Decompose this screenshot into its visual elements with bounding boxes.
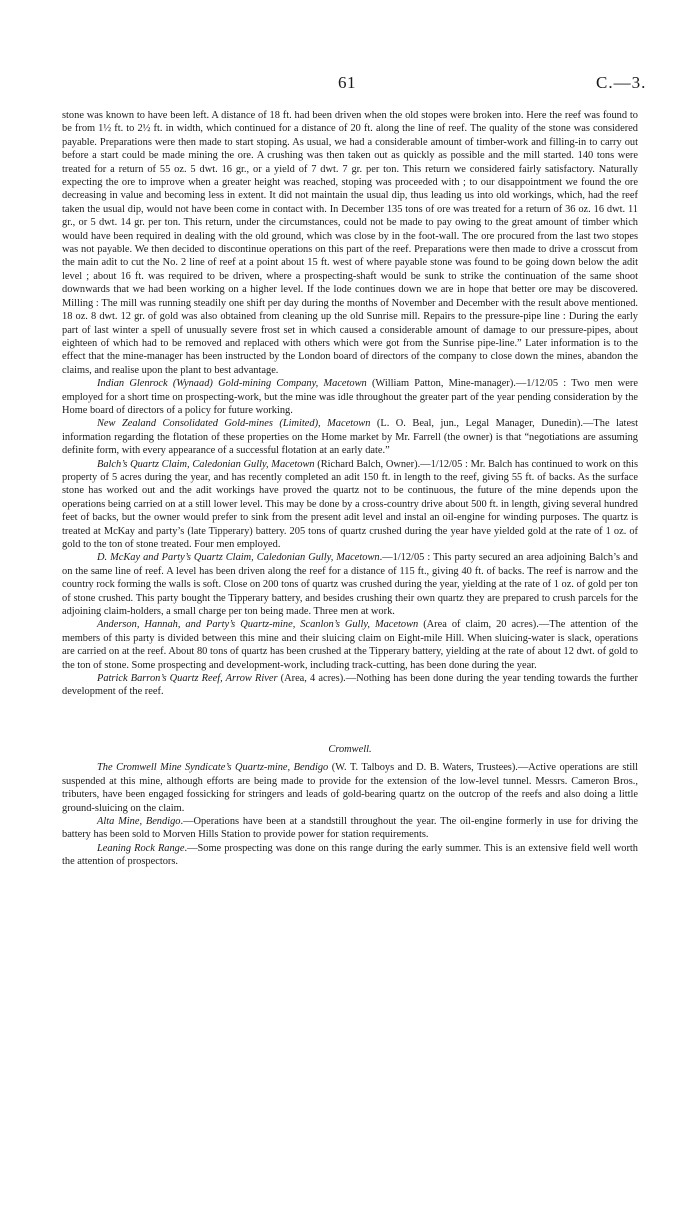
paragraph-heading: Indian Glenrock (Wynaad) Gold-mining Company, Macetown bbox=[97, 378, 367, 390]
paragraph-text: .—Operations have been at a standstill throughout the year. The oil-engine formerly in use for driving the battery has been sold to Morven Hills Station to provide power for station requirements. bbox=[62, 815, 639, 841]
paragraph-heading: Anderson, Hannah, and Party’s Quartz-mine, Scanlon’s Gully, Macetown bbox=[97, 619, 419, 631]
paragraph-heading: Patrick Barron’s Quartz Reef, Arrow River bbox=[97, 673, 278, 685]
paragraph-text: .—1/12/05 : This party secured an area adjoining Balch’s and on the same line of reef. A level has been driven along the reef for a distance of 115 ft., giving 40 ft. of backs. The reef is narrow and the country rock forming the walls is soft. Close on 200 tons of quartz was crushed during the year, yielding at the rate of 1 oz. of gold per ton of stone crushed. This party bought the Tipperary battery, and besides crushing their own quartz they are prepared to crush parcels for the adjoining claim-holders, a small charge per ton being made. Three men at work. bbox=[62, 552, 638, 618]
paragraph-heading: The Cromwell Mine Syndicate’s Quartz-mine, Bendigo bbox=[97, 762, 329, 774]
paragraph-text: (Area, 4 acres).—Nothing has been done during the year tending towards the further development of the reef. bbox=[62, 673, 639, 698]
report-body bbox=[62, 109, 638, 869]
paragraph-heading: D. McKay and Party’s Quartz Claim, Caledonian Gully, Macetown bbox=[97, 552, 380, 564]
paragraph-text: (L. O. Beal, jun., Legal Manager, Dunedin).—The latest information regarding the flotation of these properties on the Home market by Mr. Farrell (the owner) is that “negotiations are assuming definite form, with every appearance of a successful flotation at an early date.” bbox=[62, 418, 638, 457]
paragraph-leaning-rock bbox=[62, 842, 638, 869]
paragraph-anderson-hannah bbox=[62, 618, 638, 672]
paragraph-text: .—Some prospecting was done on this range during the early summer. This is an extensive field well worth the attention of prospectors. bbox=[62, 842, 638, 868]
paragraph-mckay-claim bbox=[62, 551, 638, 618]
paragraph-nz-consolidated bbox=[62, 417, 638, 457]
paragraph-heading: Balch’s Quartz Claim, Caledonian Gully, Macetown bbox=[97, 458, 315, 470]
paragraph-cromwell-syndicate bbox=[62, 761, 638, 815]
paragraph-balch-claim bbox=[62, 458, 638, 552]
paragraph-heading: Leaning Rock Range bbox=[97, 842, 185, 854]
paragraph-text: (Area of claim, 20 acres).—The attention of the members of this party is divided between this mine and their sluicing claim on Eight-mile Hill. When sluicing-water is slack, operations are carried on at the reef. About 80 tons of quartz has been crushed at the Tipperary battery, yielding at the rate of about 12 dwt. of gold to the ton of stone. Some prospecting and development-work, including track-cutting, has been done during the year. bbox=[62, 619, 638, 671]
paragraph-heading: New Zealand Consolidated Gold-mines (Limited), Macetown bbox=[97, 418, 371, 430]
paragraph-text: (Richard Balch, Owner).—1/12/05 : Mr. Balch has continued to work on this property of 5 acres during the year, and has recently completed an adit 150 ft. in length to the reef, giving 55 ft. of backs. As the surface stone has worked out and the adit workings have proved the quartz not to be continuous, the future of the mine depends upon the operations being carried on at a still lower level. This may be done by a cross-country drive about 500 ft. in length, giving several hundred feet of backs, but the owner would prefer to sink from the present adit level and instal an oil-engine for winding purposes. The quartz is treated at McKay and party’s (late Tipperary) battery. 205 tons of quartz crushed during the year have yielded gold at the rate of 1 oz. of gold to the ton of stone treated. Four men employed. bbox=[62, 458, 639, 550]
paragraph-continued bbox=[62, 109, 638, 377]
document-reference: C.—3. bbox=[596, 73, 647, 92]
paragraph-alta-mine bbox=[62, 815, 638, 842]
paragraph-text: (William Patton, Mine-manager).—1/12/05 : Two men were employed for a short time on prospecting-work, but the mine was idle throughout the greater part of the year pending consideration by the Home board of directors of a policy for future working. bbox=[62, 378, 638, 416]
paragraph-indian-glenrock bbox=[62, 377, 638, 417]
paragraph-text: stone was known to have been left. A distance of 18 ft. had been driven when the old stopes were broken into. Here the reef was found to be from 1½ ft. to 2½ ft. in width, which continued for a distance of 20 ft. along the line of reef. The quality of the stone was considered payable. Preparations were then made to start stoping. As usual, we had a considerable amount of timber-work and filling-in to carry out before a start could be made mining the ore. A crushing was then taken out as quickly as possible and the mill started. 140 tons were treated for a return of 55 oz. 5 dwt. 16 gr., or a yield of 7 dwt. 7 gr. per ton. This return we considered fairly satisfactory. Naturally expecting the ore to improve when a greater height was reached, stoping was proceeded with ; to our disappointment we found the ore decreasing in value and becoming less in extent. It did not maintain the usual dip, thus leading us into old workings, which, had the reef taken the usual dip, would not have been come in contact with. In December 135 tons of ore was treated for a return of 36 oz. 16 dwt. 11 gr., or 5 dwt. 14 gr. per ton. This return, under the circumstances, could not be made to pay owing to the great amount of timber which would have been required in dealing with the old ground, which was close by in the foot-wall. The ore procured from the last two stopes was not payable. We then decided to discontinue operations on this part of the reef. Preparations were then made to drive a crosscut from the main adit to cut the No. 2 line of reef at a point about 15 ft. west of where payable stone was found to be going down below the adit level ; about 16 ft. was required to be driven, where a prospecting-shaft would be sunk to strike the continuation of the same shoot downwards that we had been working on a higher level. If the lode continues down we are in hope that better ore may be discovered. Milling : The mill was running steadily one shift per day during the months of November and December with the result above mentioned. 18 oz. 8 dwt. 12 gr. of gold was also obtained from cleaning up the old Sunrise mill. Repairs to the pressure-pipe line : During the early part of last winter a spell of unusually severe frost set in which caused a considerable amount of damage to our pressure-pipes, about eighteen of which had to be removed and replaced with others which were got from the Sunrise pipe-line.” Later information is to the effect that the mine-manager has been instructed by the London board of directors of the company to close down the mines, abandon the claims, and realise upon the plant to best advantage. bbox=[62, 110, 638, 376]
page-number: 61 bbox=[338, 73, 356, 92]
paragraph-text: (W. T. Talboys and D. B. Waters, Trustees).—Active operations are still suspended at this mine, although efforts are being made to provide for the extension of the low-level tunnel. Messrs. Cameron Bros., tributers, have been engaged fossicking for stringers and leads of gold-bearing quartz on the outcrop of the reefs and also doing a little ground-sluicing on the claim. bbox=[62, 762, 638, 814]
section-heading-cromwell: Cromwell. bbox=[328, 743, 372, 755]
paragraph-heading: Alta Mine, Bendigo bbox=[97, 815, 181, 827]
paragraph-patrick-barron bbox=[62, 672, 638, 699]
